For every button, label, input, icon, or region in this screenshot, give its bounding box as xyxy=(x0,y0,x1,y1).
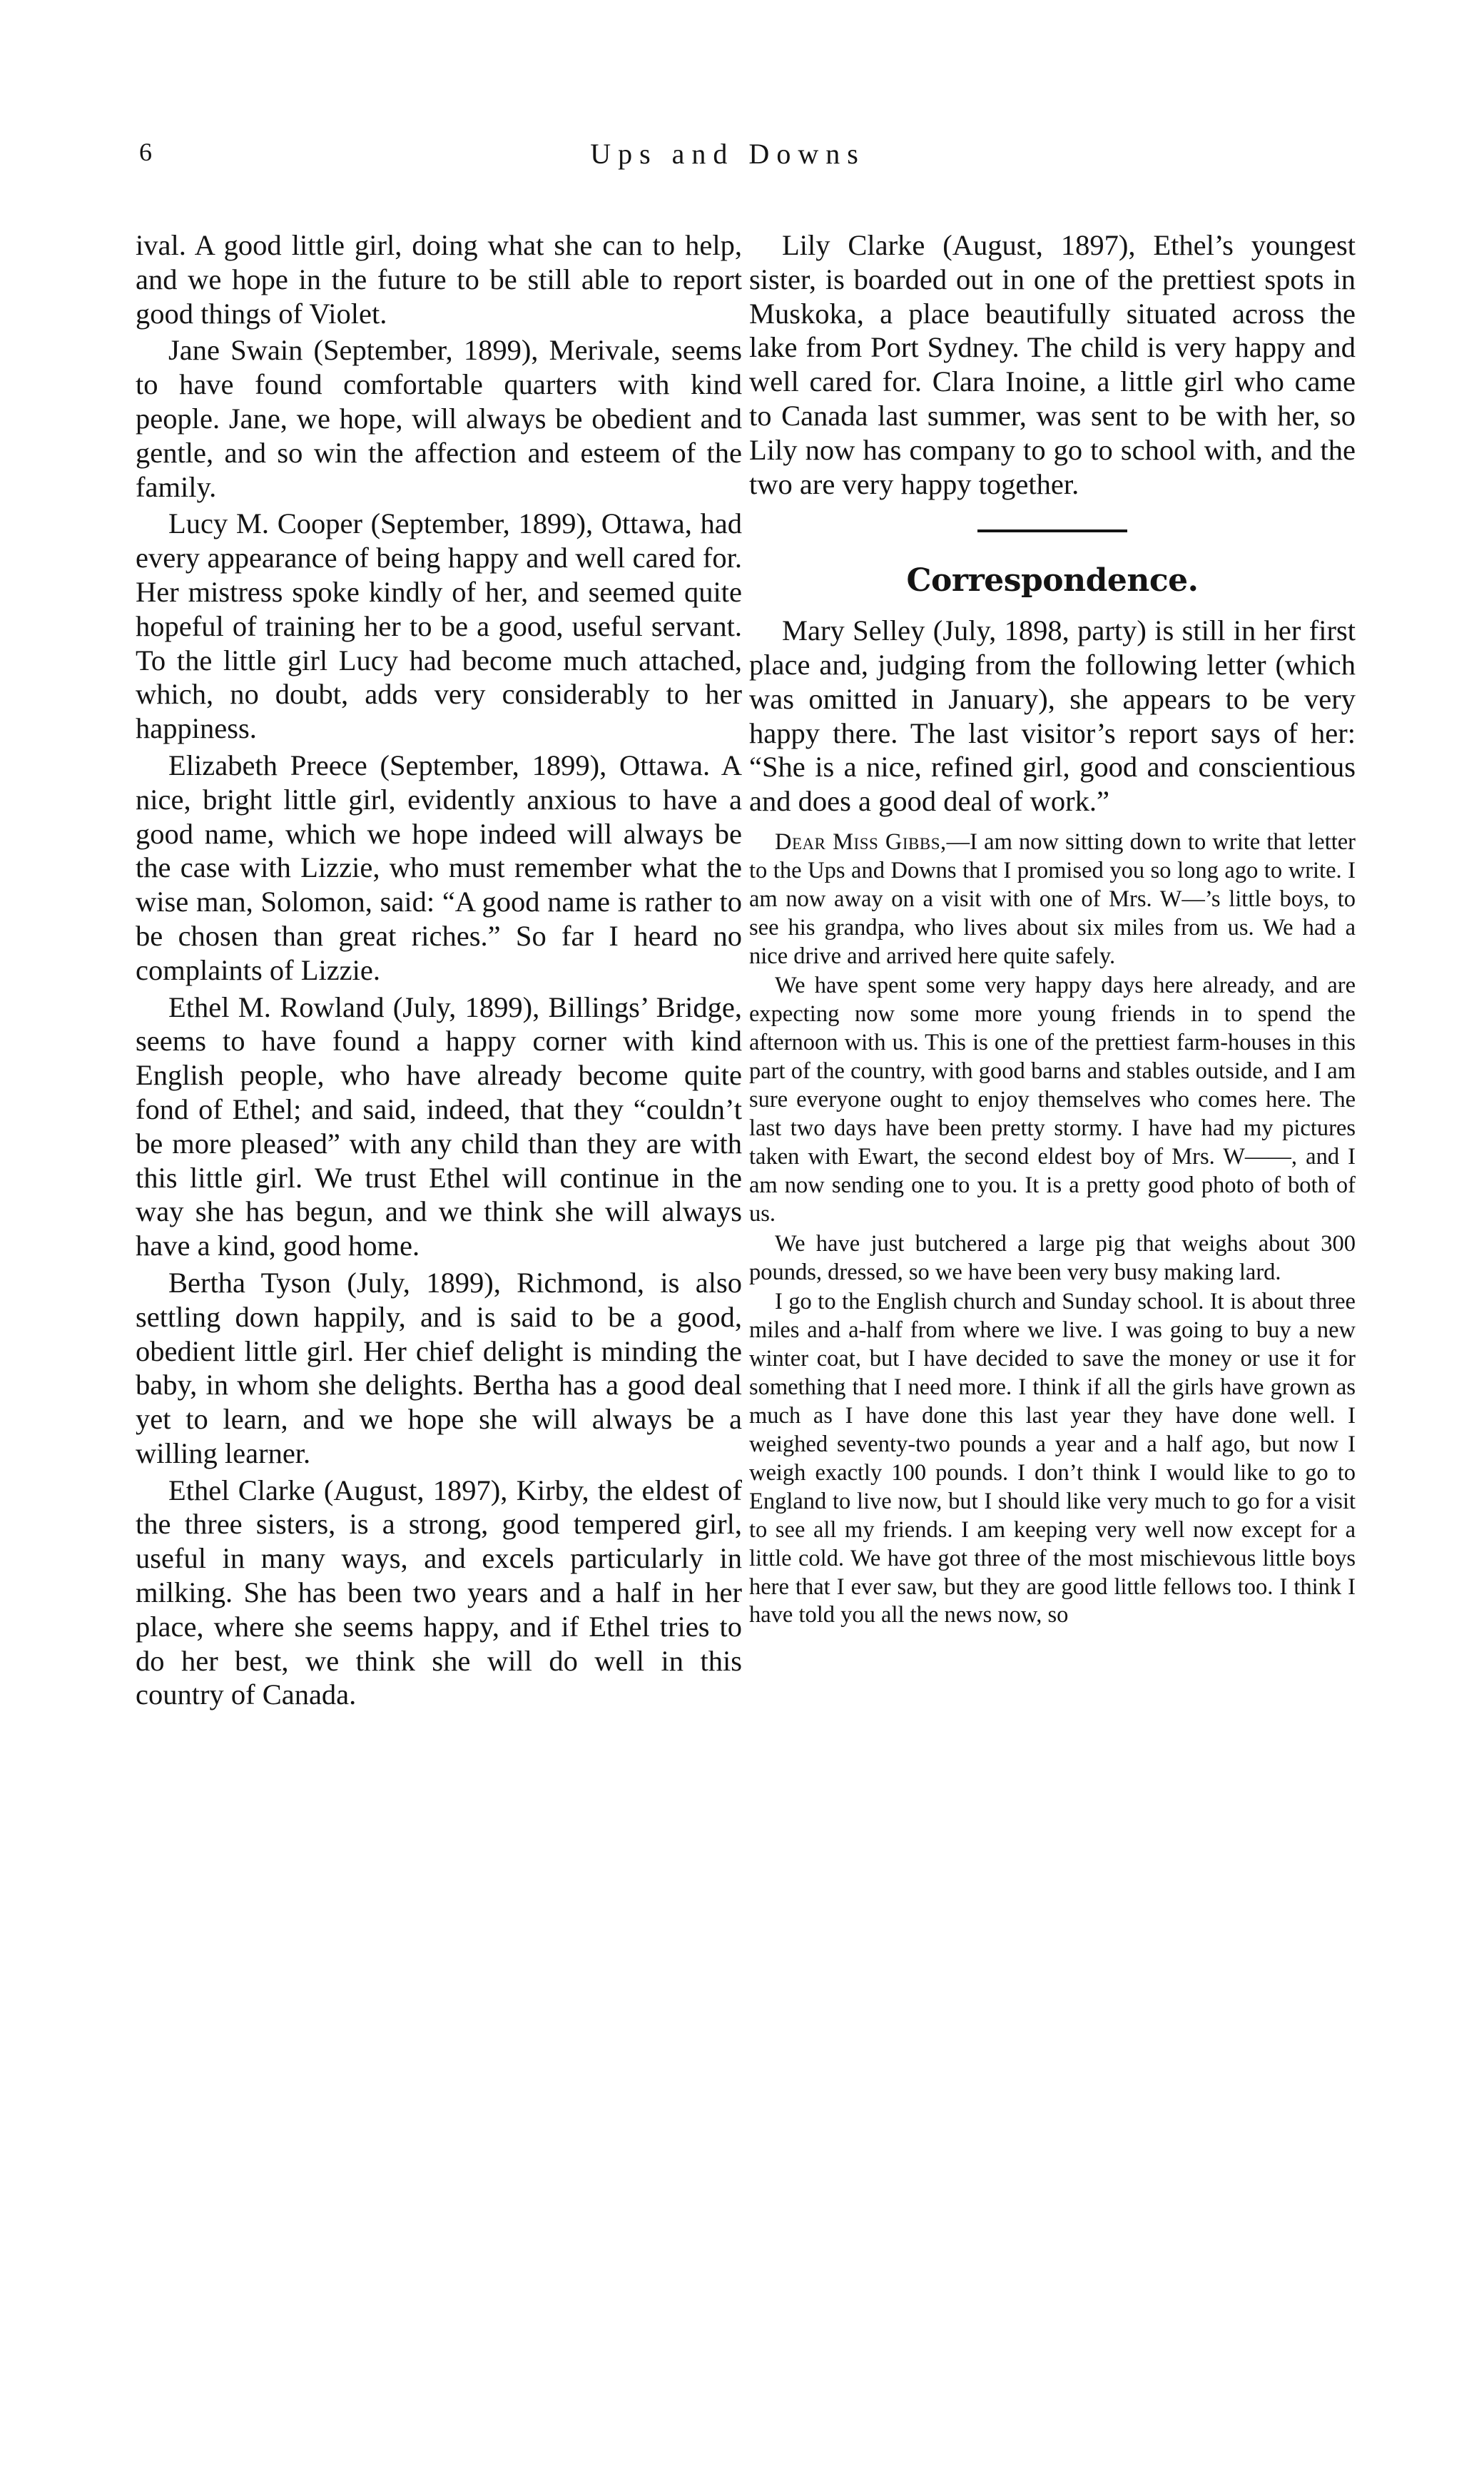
page-number: 6 xyxy=(139,138,153,166)
paragraph-ethel-rowland: Ethel M. Rowland (July, 1899), Billings’ Bridge, seems to have found a happy corner with kind English people, who have already become quite fond of Ethel; and said, indeed, that they “couldn’t be more pleased” with any child than they are with this little girl. We trust Ethel will continue in the way she has begun, and we think she will always have a kind, good home. xyxy=(136,990,742,1262)
paragraph-elizabeth-preece: Elizabeth Preece (September, 1899), Ottawa. A nice, bright little girl, evidently anxious to have a good name, which we hope indeed will always be the case with Lizzie, who must remember what the wise man, Solomon, said: “A good name is rather to be chosen than great riches.” So far I heard no complaints of Lizzie. xyxy=(136,749,742,986)
paragraph-lucy-cooper: Lucy M. Cooper (September, 1899), Ottawa, had every appearance of being happy and well cared for. Her mistress spoke kindly of her, and seemed quite hopeful of training her to be a good, useful servant. To the little girl Lucy had become much attached, which, no doubt, adds very considerably to her happiness. xyxy=(136,507,742,745)
paragraph-jane-swain: Jane Swain (September, 1899), Merivale, seems to have found comfortable quarters with kind people. Jane, we hope, will always be obedient and gentle, and so win the affection and esteem of the family. xyxy=(136,334,742,503)
letter-paragraph-4: I go to the English church and Sunday school. It is about three miles and a-half from where we live. I was going to buy a new winter coat, but I have decided to save the money or use it for something that I need more. I think if all the girls have grown as much as I have done this last year they have done well. I weighed seventy-two pounds a year and a half ago, but now I weigh exactly 100 pounds. I don’t think I would like to go to England to live now, but I should like very much to go for a visit to see all my friends. I am keeping very well now except for a little cold. We have got three of the most mischievous little boys here that I ever saw, but they are good little fellows too. I think I have told you all the news now, so xyxy=(749,1289,1356,1628)
letter-paragraph-3: We have just butchered a large pig that weighs about 300 pounds, dressed, so we have been very busy making lard. xyxy=(749,1230,1356,1285)
left-column xyxy=(136,228,742,1715)
section-title-correspondence: Correspondence. xyxy=(906,562,1199,599)
letter-paragraph-1-text: —I am now sitting down to write that letter to the Ups and Downs that I promised you so long ago to write. I am now away on a visit with one of Mrs. W—’s little boys, to see his grandpa, who lives about six miles from us. We had a nice drive and arrived here quite safely. xyxy=(749,828,1356,969)
paragraph-violet-end: ival. A good little girl, doing what she can to help, and we hope in the future to be still able to report good things of Violet. xyxy=(136,229,742,330)
paragraph-mary-selley-intro: Mary Selley (July, 1898, party) is still in her first place and, judging from the following letter (which was omitted in January), she appears to be very happy there. The last visitor’s report says of her: “She is a nice, refined girl, good and conscientious and does a good deal of work.” xyxy=(749,614,1356,818)
letter-paragraph-2: We have spent some very happy days here already, and are expecting now some more young friends in to spend the afternoon with us. This is one of the prettiest farm-houses in this part of the country, with good barns and stables outside, and I am sure everyone ought to enjoy themselves who comes here. The last two days have been pretty stormy. I have had my pictures taken with Ewart, the second eldest boy of Mrs. W——, and I am now sending one to you. It is a pretty good photo of both of us. xyxy=(749,973,1356,1227)
letter-paragraph-1 xyxy=(749,828,1356,971)
paragraph-lily-clarke: Lily Clarke (August, 1897), Ethel’s youngest sister, is boarded out in one of the prettiest spots in Muskoka, a place beautifully situated across the lake from Port Sydney. The child is very happy and well cared for. Clara Inoine, a little girl who came to Canada last summer, was sent to be with her, so Lily now has company to go to school with, and the two are very happy together. xyxy=(749,229,1356,500)
running-title: Ups and Downs xyxy=(590,138,865,170)
section-divider xyxy=(977,529,1127,532)
paragraph-ethel-clarke: Ethel Clarke (August, 1897), Kirby, the eldest of the three sisters, is a strong, good tempered girl, useful in many ways, and excels particularly in milking. She has been two years and a half in her place, where she seems happy, and if Ethel tries to do her best, we think she will do well in this country of Canada. xyxy=(136,1474,742,1711)
letter-body xyxy=(749,828,1356,1630)
letter-salutation: Dear Miss Gibbs, xyxy=(775,828,947,855)
right-column xyxy=(749,228,1356,1631)
paragraph-bertha-tyson: Bertha Tyson (July, 1899), Richmond, is also settling down happily, and is said to be a good, obedient little girl. Her chief delight is minding the baby, in whom she delights. Bertha has a good deal yet to learn, and we hope she will always be a willing learner. xyxy=(136,1266,742,1469)
page-header xyxy=(0,137,1484,180)
